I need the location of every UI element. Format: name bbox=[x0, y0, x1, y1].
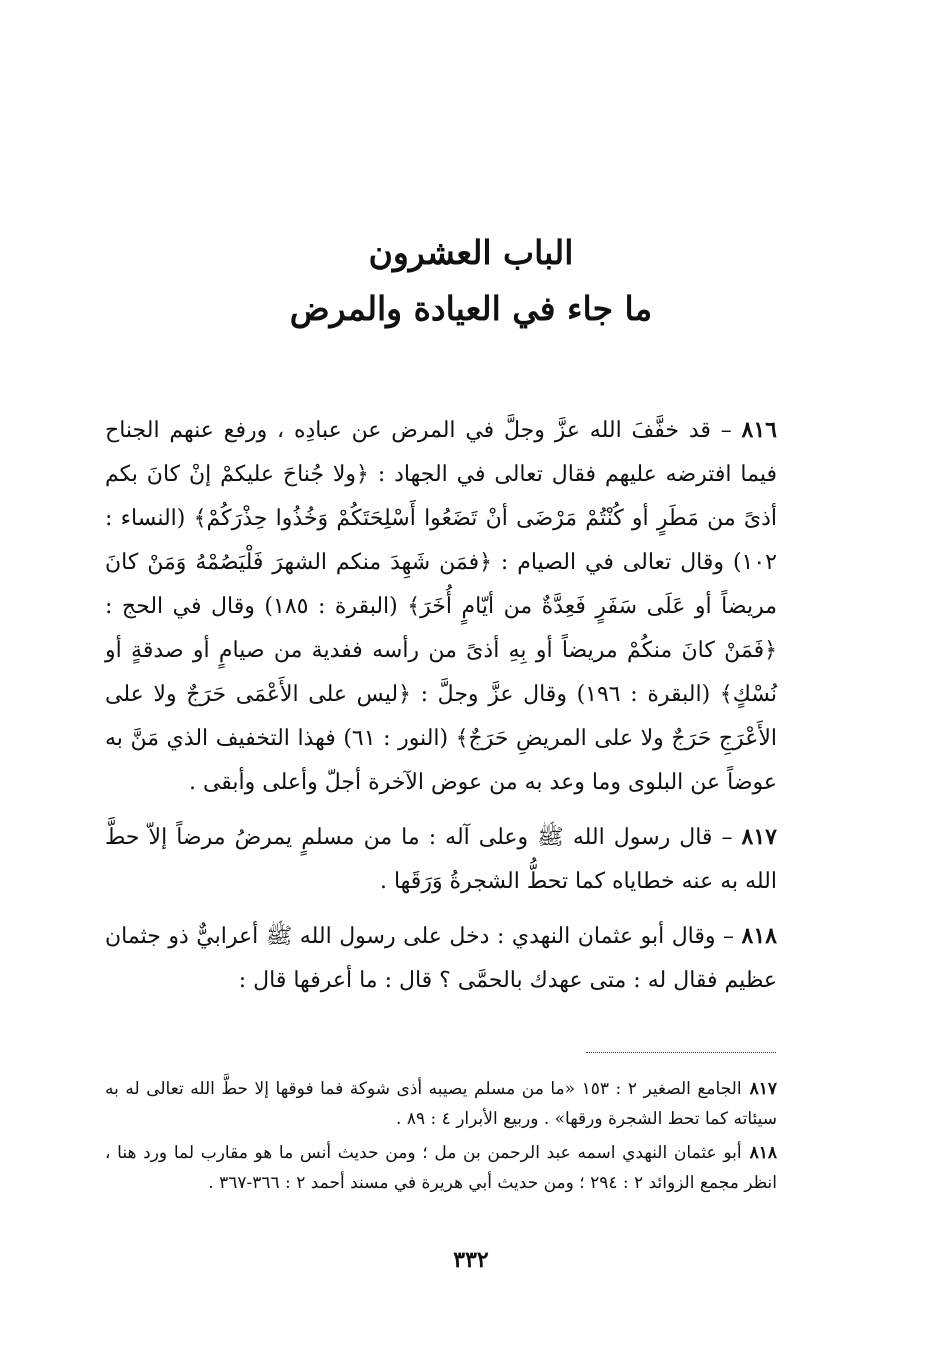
paragraph-text: – قد خفَّفَ الله عزَّ وجلَّ في المرض عن عبادِه ، ورفع عنهم الجناح فيما افترضه عليهم فقال تعالى في الجهاد : ﴿ولا جُناحَ عليكمْ إنْ كانَ بكم أذىً من مَطَرٍ أو كُنْتُمْ مَرْضَى أنْ تَضَعُوا أَسْلِحَتَكُمْ وَخُذُوا حِذْرَكُمْ﴾ (النساء : ١٠٢) وقال تعالى في الصيام : ﴿فمَن شَهِدَ منكم الشهرَ فَلْيَصُمْهُ وَمَنْ كانَ مريضاً أو عَلَى سَفَرٍ فَعِدَّةٌ من أيّامٍ أُخَرَ﴾ (البقرة : ١٨٥) وقال في الحج : ﴿فَمَنْ كانَ منكُمْ مريضاً أو بِهِ أذىً من رأسه ففدية من صيامٍ أو صدقةٍ أو نُسْكٍ﴾ (البقرة : ١٩٦) وقال عزَّ وجلَّ : ﴿ليس على الأَعْمَى حَرَجٌ ولا على الأَعْرَجِ حَرَجٌ ولا على المريضِ حَرَجٌ﴾ (النور : ٦١) فهذا التخفيف الذي مَنَّ به عوضاً عن البلوى وما وعد به من عوض الآخرة أجلّ وأعلى وأبقى . bbox=[105, 418, 777, 795]
chapter-subtitle: ما جاء في العيادة والمرض bbox=[289, 289, 653, 328]
paragraph-816 bbox=[105, 408, 777, 805]
footnotes bbox=[105, 1074, 777, 1202]
footnote-818 bbox=[105, 1138, 777, 1198]
footnote-text: الجامع الصغير ٢ : ١٥٣ «ما من مسلم يصيبه أذى شوكة فما فوقها إلا حطَّ الله تعالى له به سيئاته كما تحط الشجرة ورقها» . وربيع الأبرار ٤ : ٨٩ . bbox=[105, 1079, 777, 1129]
paragraph-number: ٨١٦ bbox=[741, 417, 777, 443]
page-number: ٣٣٢ bbox=[453, 1247, 489, 1273]
footnote-number: ٨١٧ bbox=[749, 1079, 777, 1099]
paragraph-text: – وقال أبو عثمان النهدي : دخل على رسول الله ﷺ أعرابيٌّ ذو جثمان عظيم فقال له : متى عهدك بالحمَّى ؟ قال : ما أعرفها قال : bbox=[105, 924, 777, 993]
footnote-text: أبو عثمان النهدي اسمه عبد الرحمن بن مل ؛ ومن حديث أنس ما هو مقارب لما ورد هنا ، انظر مجمع الزوائد ٢ : ٢٩٤ ؛ ومن حديث أبي هريرة في مسند أحمد ٢ : ٣٦٦-٣٦٧ . bbox=[105, 1143, 777, 1193]
paragraph-818 bbox=[105, 914, 777, 1003]
footnote-number: ٨١٨ bbox=[749, 1143, 777, 1163]
chapter-title: الباب العشرون bbox=[368, 233, 574, 272]
footnote-separator bbox=[586, 1052, 776, 1053]
main-text bbox=[105, 408, 777, 1013]
paragraph-number: ٨١٧ bbox=[741, 824, 777, 850]
paragraph-number: ٨١٨ bbox=[741, 923, 777, 949]
paragraph-text: – قال رسول الله ﷺ وعلى آله : ما من مسلمٍ يمرضُ مرضاً إلاّ حطَّ الله به عنه خطاياه كما تحطُّ الشجرةُ وَرَقَها . bbox=[105, 825, 777, 894]
footnote-817 bbox=[105, 1074, 777, 1134]
paragraph-817 bbox=[105, 815, 777, 904]
